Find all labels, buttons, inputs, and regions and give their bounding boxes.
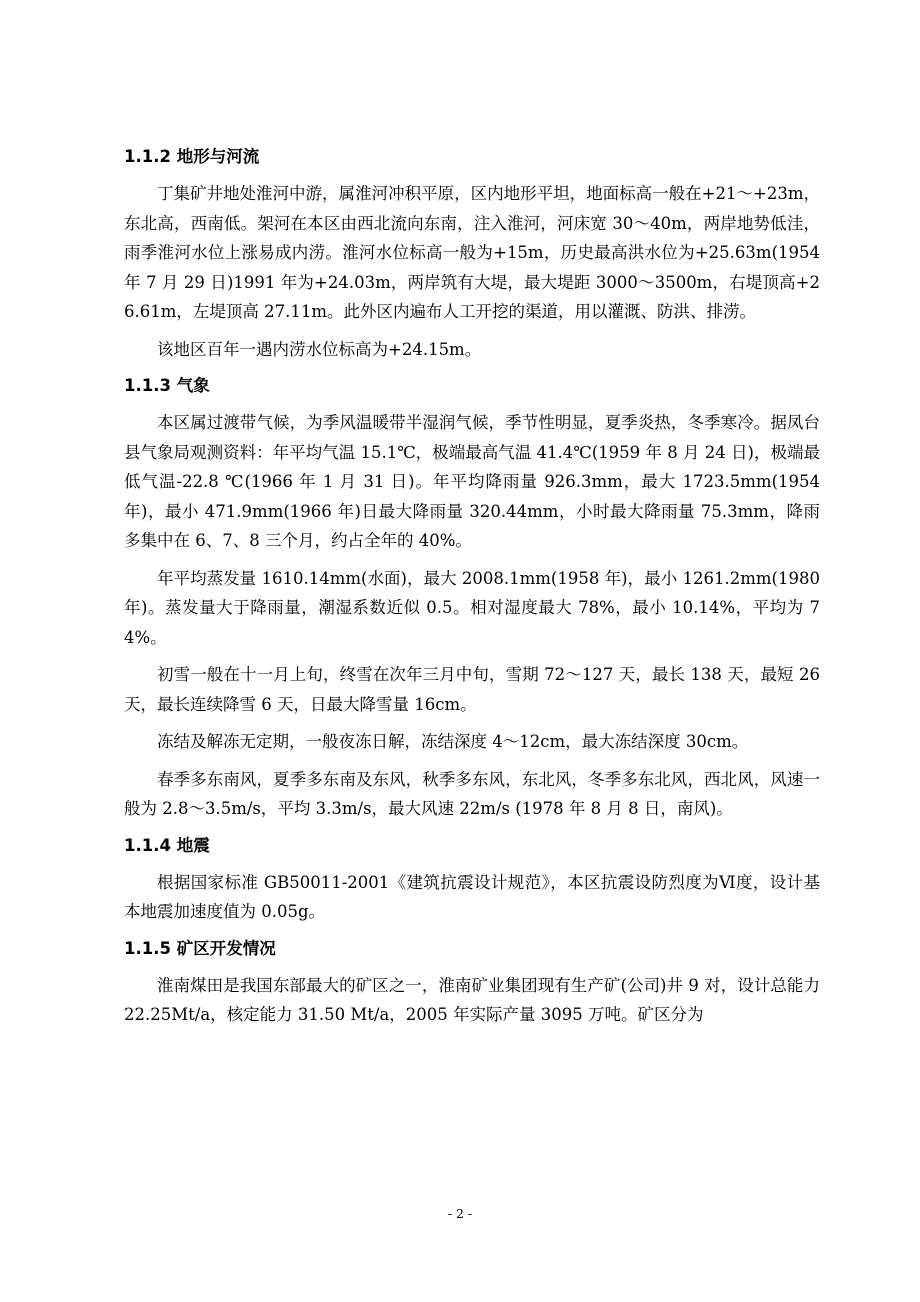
section-earthquake <box>124 832 820 927</box>
page-number: - 2 - <box>447 1206 473 1221</box>
section-heading: 1.1.3 气象 <box>124 376 210 395</box>
paragraph: 根据国家标准 GB50011-2001《建筑抗震设计规范》，本区抗震设防烈度为Ⅵ度，设计基本地震加速度值为 0.05g。 <box>124 872 820 921</box>
paragraph: 初雪一般在十一月上旬，终雪在次年三月中旬，雪期 72～127 天，最长 138 天，最短 26 天，最长连续降雪 6 天，日最大降雪量 16cm。 <box>124 665 820 714</box>
paragraph: 该地区百年一遇内涝水位标高为+24.15m。 <box>157 339 482 359</box>
paragraph: 淮南煤田是我国东部最大的矿区之一，淮南矿业集团现有生产矿(公司)井 9 对，设计总能力 22.25Mt/a，核定能力 31.50 Mt/a，2005 年实际产量 3095 万吨。矿区分为 <box>124 975 820 1024</box>
section-mining-development <box>124 935 820 1030</box>
paragraph: 丁集矿井地处淮河中游，属淮河冲积平原，区内地形平坦，地面标高一般在+21～+23m，东北高，西南低。架河在本区由西北流向东南，注入淮河，河床宽 30～40m，两岸地势低洼，雨季淮河水位上涨易成内涝。淮河水位标高一般为+15m，历史最高洪水位为+25.63m(1954 年 7 月 29 日)1991 年为+24.03m，两岸筑有大堤，最大堤距 3000～3500m，右堤顶高+26.61m，左堤顶高 27.11m。此外区内遍布人工开挖的渠道，用以灌溉、防洪、排涝。 <box>124 184 820 321</box>
document-body <box>124 143 820 1038</box>
paragraph: 冻结及解冻无定期，一般夜冻日解，冻结深度 4～12cm，最大冻结深度 30cm。 <box>157 732 749 751</box>
section-climate <box>124 372 820 824</box>
paragraph: 年平均蒸发量 1610.14mm(水面)，最大 2008.1mm(1958 年)，最小 1261.2mm(1980 年)。蒸发量大于降雨量，潮湿系数近似 0.5。相对湿度最大 78%，最小 10.14%，平均为 74%。 <box>124 568 820 647</box>
section-heading: 1.1.2 地形与河流 <box>124 147 260 166</box>
paragraph: 春季多东南风，夏季多东南及东风，秋季多东风，东北风，冬季多东北风，西北风，风速一般为 2.8～3.5m/s，平均 3.3m/s，最大风速 22m/s (1978 年 8 月 8 日，南风)。 <box>124 769 820 818</box>
section-heading: 1.1.4 地震 <box>124 835 210 855</box>
section-terrain-rivers <box>124 143 820 364</box>
paragraph: 本区属过渡带气候，为季风温暖带半湿润气候，季节性明显，夏季炎热，冬季寒冷。据凤台县气象局观测资料：年平均气温 15.1℃，极端最高气温 41.4℃(1959 年 8 月 24 日)，极端最低气温-22.8 ℃(1966 年 1 月 31 日)。年平均降雨量 926.3mm，最大 1723.5mm(1954 年)，最小 471.9mm(1966 年)日最大降雨量 320.44mm，小时最大降雨量 75.3mm，降雨多集中在 6、7、8 三个月，约占全年的 40%。 <box>124 413 820 550</box>
section-heading: 1.1.5 矿区开发情况 <box>124 938 276 958</box>
